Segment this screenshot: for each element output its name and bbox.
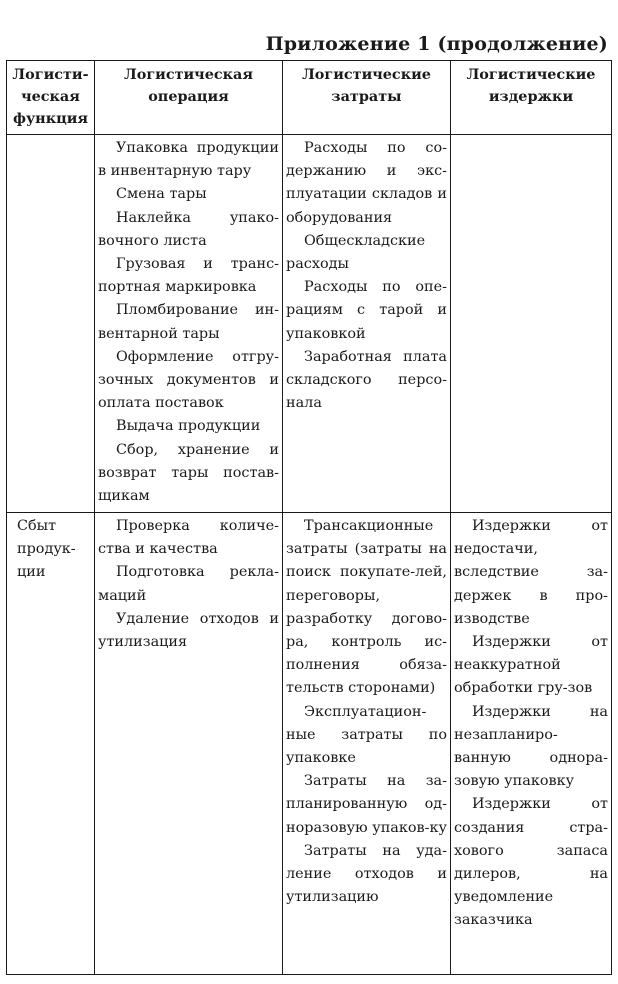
operation-item: Оформление отгру-зочных документов и оплата поставок — [98, 348, 279, 412]
expense-item: Издержки на незапланиро-ванную однора-зовую упаковку — [454, 703, 608, 790]
expenses-cell — [451, 135, 612, 513]
header-expenses: Логистические издержки — [451, 61, 612, 135]
table-row — [7, 135, 612, 513]
operation-item: Смена тары — [116, 186, 207, 203]
header-costs: Логистические затраты — [283, 61, 451, 135]
operation-item: Наклейка упако-вочного листа — [98, 209, 279, 249]
function-cell — [7, 135, 95, 513]
operation-item: Грузовая и транс-портная маркировка — [98, 256, 279, 296]
function-cell — [7, 513, 95, 975]
table-body — [7, 135, 612, 975]
costs-cell — [283, 135, 451, 513]
costs-cell — [283, 513, 451, 975]
operations-cell — [95, 513, 283, 975]
header-operation: Логистическая операция — [95, 61, 283, 135]
operation-item: Упаковка продукции в инвентарную тару — [98, 140, 279, 180]
logistics-table — [6, 60, 612, 975]
operation-item: Пломбирование ин-вентарной тары — [98, 302, 279, 342]
expense-item: Издержки от неаккуратной обработки гру-зов — [454, 634, 608, 697]
cost-item: Расходы по опе-рациям с тарой и упаковкой — [286, 279, 447, 342]
cost-item: Общескладские расходы — [286, 232, 426, 273]
page-title: Приложение 1 (продолжение) — [265, 33, 608, 55]
expenses-cell — [451, 513, 612, 975]
cost-item: Заработная плата складского персо-нала — [286, 348, 447, 412]
operation-item: Удаление отходов и утилизация — [98, 610, 279, 651]
expense-item: Издержки от недостачи, вследствие за-держек в про-изводстве — [454, 518, 608, 627]
operation-item: Проверка количе-ства и качества — [98, 518, 279, 558]
header-function: Логисти-ческая функция — [7, 61, 95, 135]
function-name: Сбыт продук-ции — [17, 518, 76, 581]
operation-item: Выдача продукции — [116, 418, 261, 435]
operation-item: Подготовка рекла-маций — [98, 564, 279, 604]
cost-item: Трансакционные затраты (затраты на поиск покупате-лей, переговоры, разработку догово-ра, контроль ис-полнения обяза-тельств сторонами) — [286, 518, 447, 697]
cost-item: Эксплуатацион-ные затраты по упаковке — [286, 703, 447, 767]
cost-item: Затраты на уда-ление отходов и утилизацию — [286, 842, 447, 906]
cost-item: Затраты на за-планированную од-норазовую упаков-ку — [286, 773, 447, 836]
table-row — [7, 513, 612, 975]
cost-item: Расходы по со-держанию и экс-плуатации складов и оборудования — [286, 140, 447, 226]
table-header-row — [7, 61, 612, 135]
expense-item: Издержки от создания стра-хового запаса дилеров, на уведомление заказчика — [454, 796, 608, 929]
operation-item: Сбор, хранение и возврат тары постав-щикам — [98, 441, 279, 505]
operations-cell — [95, 135, 283, 513]
